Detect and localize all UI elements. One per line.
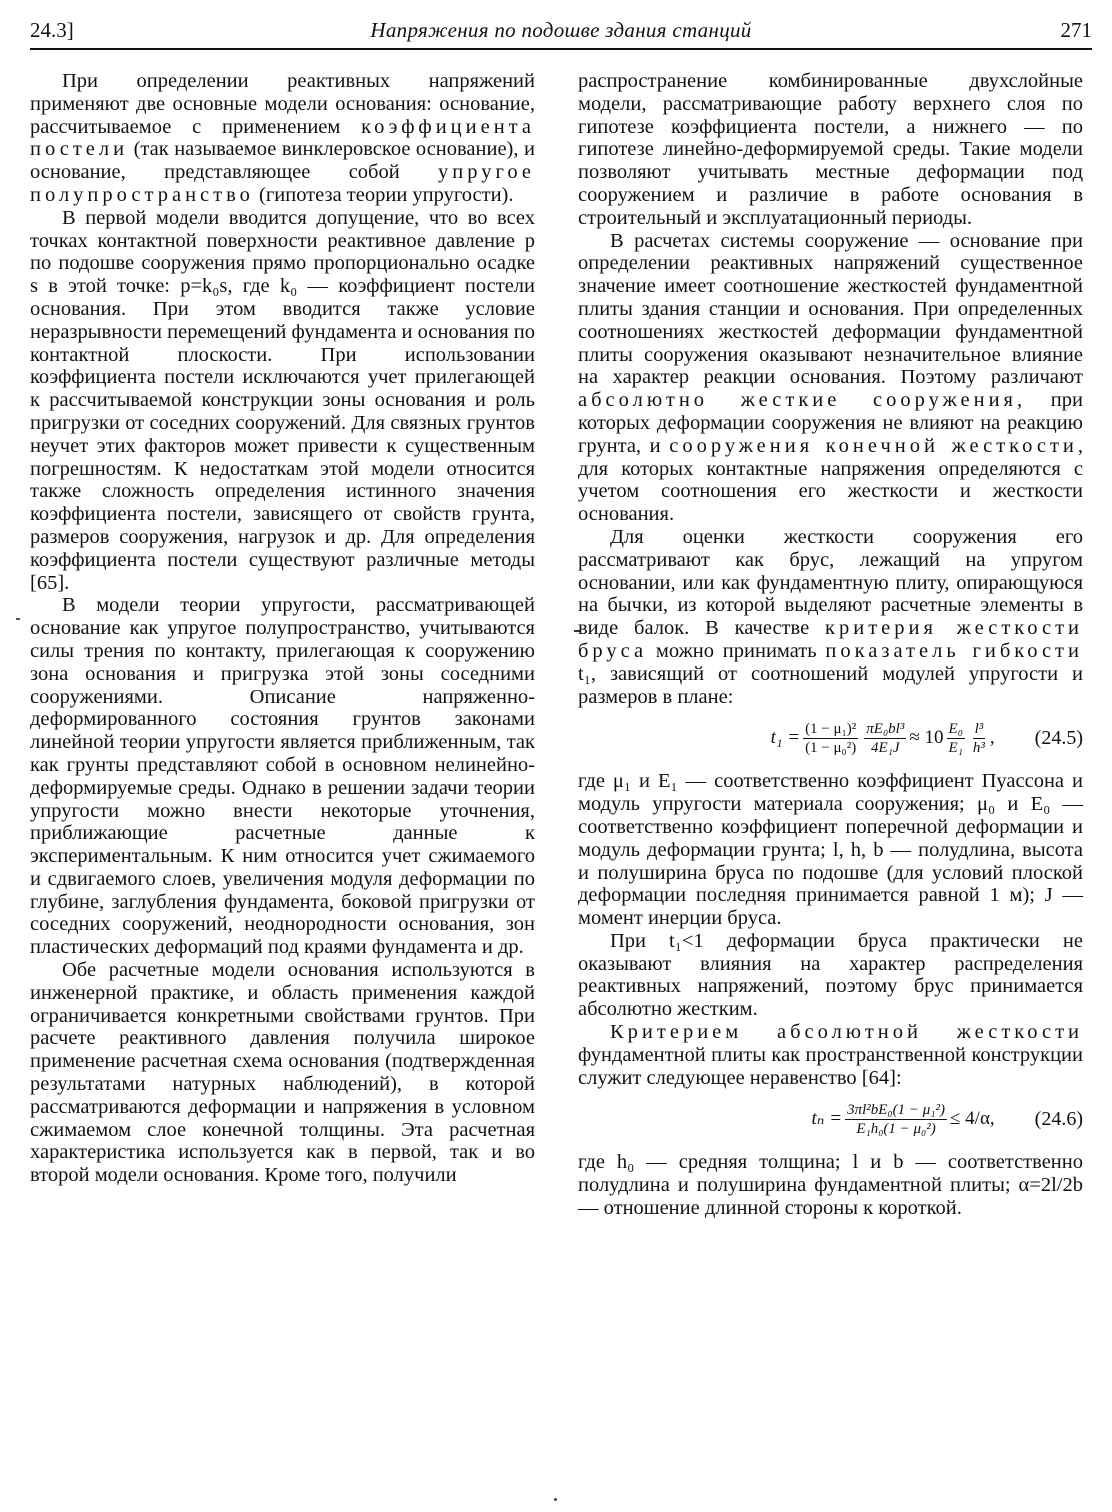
equation-punctuation: , — [989, 726, 995, 748]
equation-lhs: tₙ = — [811, 1108, 843, 1130]
denominator: (1 − μ₀²) — [805, 739, 857, 756]
text-run: В расчетах системы сооружение — основание при определении реактивных напряжений существенное значение имеет соотношение жесткостей фундаментной плиты здания станции и основания. При определенных соотношениях жесткостей деформации фундаментной плиты сооружения оказывают незначительное влияние на характер реакции основания. Поэтому различают — [578, 229, 1083, 389]
paragraph — [578, 230, 1083, 526]
paragraph: где h₀ — средняя толщина; l и b — соответственно полудлина и полуширина фундаментной плиты; α=2l/2b — отношение длинной стороны к короткой. — [578, 1151, 1083, 1220]
text-run: При определении реактивных напряжений применяют две основные модели основания: основание, рассчитываемое с применением — [30, 70, 535, 138]
paragraph — [578, 1021, 1083, 1089]
numerator: E₀ — [948, 720, 963, 737]
paragraph — [30, 70, 535, 207]
spaced-term: Критерием абсолютной жесткости — [610, 1021, 1083, 1044]
text-run: , при которых деформации сооружения не влияют на реакцию грунта, и — [578, 389, 1083, 457]
denominator: 4E₁J — [871, 739, 900, 756]
spaced-term: коэффициента постели — [30, 115, 535, 161]
equation-24-5 — [578, 714, 1083, 762]
fraction — [845, 1101, 947, 1138]
equation-lhs: t₁ = — [770, 726, 801, 748]
numerator: 3πl²bE₀(1 − μ₁²) — [847, 1101, 945, 1118]
running-title: Напряжения по подошве здания станций — [370, 18, 752, 42]
numerator: l³ — [974, 720, 984, 737]
page-speck — [554, 1498, 557, 1501]
equation-number: (24.6) — [1034, 1108, 1083, 1131]
paragraph: Обе расчетные модели основания используются в инженерной практике, и область применения каждой ограничивается конкретными свойствами грунтов. При расчете реактивного давления получила широкое применение расчетная схема основания (подтвержденная результатами натурных наблюдений), в которой рассматриваются деформации и напряжения в условном сжимаемом слое конечной толщины. Эта расчетная характеристика используется как в первой, так и во второй модели основания. Кроме того, получили — [30, 959, 535, 1187]
text-run: (так называемое винклеровское основание), и основание, представляющее собой — [30, 138, 535, 184]
text-run: (гипотеза теории упругости). — [253, 183, 514, 206]
numerator: πE₀bl³ — [866, 720, 905, 737]
spaced-term: абсолютно жесткие сооружения — [578, 389, 1017, 412]
spaced-term: сооружения конечной жесткости — [669, 434, 1078, 457]
text-run: фундаментной плиты как пространственной конструкции служит следующее неравенство [64]: — [578, 1043, 1083, 1089]
paragraph: распространение комбинированные двухслойные модели, рассматривающие работу верхнего слоя по гипотезе коэффициента постели, а нижнего — по гипотезе линейно-деформируемой среды. Такие модели позволяют учитывать местные деформации под сооружением и различие в работе основания в строительный и эксплуатационный периоды. — [578, 70, 1083, 229]
text-run: , для которых контактные напряжения определяются с учетом соотношения его жесткости и жесткости основания. — [578, 434, 1083, 526]
denominator: E₁h₀(1 − μ₀²) — [856, 1120, 936, 1137]
text-run: можно принимать — [647, 639, 826, 662]
denominator: E₁ — [948, 739, 963, 756]
equation-operator: ≈ 10 — [909, 726, 944, 748]
margin-mark — [16, 618, 20, 620]
text-run: Для оценки жесткости сооружения его рассматривают как брус, лежащий на упругом основании, или как фундаментную плиту, опирающуюся на бычки, из которой выделяют расчетные элементы в виде балок. В качестве — [578, 525, 1083, 640]
denominator: h³ — [972, 739, 985, 756]
running-header — [30, 14, 1092, 50]
page-number: 271 — [1060, 18, 1092, 42]
equation-body — [812, 1101, 995, 1138]
spaced-term: упругое полупространство — [30, 161, 535, 206]
spaced-term: показатель гибкости — [825, 639, 1083, 662]
paragraph: где μ₁ и E₁ — соответственно коэффициент Пуассона и модуль упругости материала сооружения; μ₀ и E₀ — соответственно коэффициент поперечной деформации и модуль деформации грунта; l, h, b — полудлина, высота и полуширина бруса по подошве (для условий плоской деформации последняя принимается равной 1 м); J — момент инерции бруса. — [578, 770, 1083, 930]
right-column — [578, 70, 1083, 1220]
paragraph: При t₁<1 деформации бруса практически не оказывают влияния на характер распределения реактивных напряжений, поэтому брус принимается абсолютно жестким. — [578, 929, 1083, 1021]
fraction — [971, 720, 987, 757]
section-number: 24.3] — [30, 18, 74, 42]
paragraph — [578, 526, 1083, 708]
equation-number: (24.5) — [1034, 726, 1083, 749]
numerator: (1 − μ₁)² — [805, 720, 857, 737]
fraction — [803, 720, 858, 757]
equation-rhs: ≤ 4/α, — [950, 1108, 995, 1130]
equation-body — [771, 720, 995, 757]
spaced-term: критерия жесткости бруса — [578, 617, 1083, 662]
text-run: t₁, зависящий от соотношений модулей упругости и размеров в плане: — [578, 662, 1083, 708]
paragraph: В модели теории упругости, рассматривающей основание как упругое полупространство, учитываются силы трения по контакту, прилегающая к сооружению зона основания и пригрузка этой зоны соседними сооружениями. Описание напряженно-деформированного состояния грунтов законами линейной теории упругости является приближенным, так как грунты представляют собой в основном нелинейно-деформируемые среды. Однако в решении задачи теории упругости можно внести некоторые уточнения, приближающие расчетные данные к экспериментальным. К ним относится учет сжимаемого и сдвигаемого слоев, увеличения модуля деформации по глубине, заглубления фундамента, боковой пригрузки от соседних сооружений, неоднородности основания, зон пластических деформаций под краями фундамента и др. — [30, 594, 535, 959]
fraction — [947, 720, 965, 757]
left-column — [30, 70, 535, 1187]
equation-24-6 — [578, 1095, 1083, 1143]
fraction — [864, 720, 906, 757]
paragraph: В первой модели вводится допущение, что во всех точках контактной поверхности реактивное давление p по подошве сооружения прямо пропорционально осадке s в этой точке: p=k₀s, где k₀ — коэффициент постели основания. При этом вводится также условие неразрывности перемещений фундамента и основания по контактной плоскости. При использовании коэффициента постели исключаются учет прилегающей к рассчитываемой конструкции зоны основания и роль пригрузки от соседних сооружений. Для связных грунтов неучет этих факторов может привести к существенным погрешностям. К недостаткам этой модели относится также сложность определения истинного значения коэффициента постели, зависящего от свойств грунта, размеров сооружения, нагрузок и др. Для определения коэффициента постели существуют различные методы [65]. — [30, 206, 535, 594]
